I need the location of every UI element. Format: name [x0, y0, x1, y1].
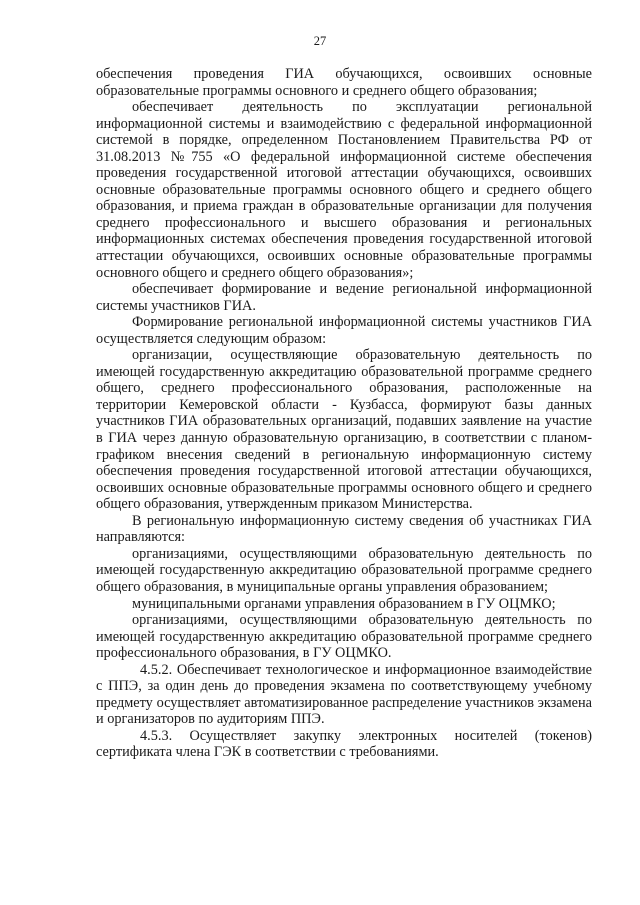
- paragraph: обеспечения проведения ГИА обучающихся, освоивших основные образовательные программы основного и среднего общего образования;: [96, 66, 592, 99]
- paragraph: обеспечивает деятельность по эксплуатации региональной информационной системы и взаимодействию с федеральной информационной системой в порядке, определенном Постановлением Правительства РФ от 31.08.2013 №755 «О федеральной информационной системе обеспечения проведения государственной итоговой аттестации обучающихся, освоивших основные образовательные программы основного общего и среднего общего образования, и приема граждан в образовательные организации для получения среднего профессионального и высшего образования и региональных информационных системах обеспечения проведения государственной итоговой аттестации обучающихся, освоивших основные образовательные программы основного общего и среднего общего образования»;: [96, 99, 592, 281]
- paragraph: 4.5.2. Обеспечивает технологическое и информационное взаимодействие с ППЭ, за один день до проведения экзамена по соответствующему учебному предмету осуществляет автоматизированное распределение участников экзамена и организаторов по аудиториям ППЭ.: [96, 661, 592, 728]
- page-number: 27: [313, 34, 327, 48]
- document-body: [96, 66, 592, 761]
- paragraph: обеспечивает формирование и ведение региональной информационной системы участников ГИА.: [96, 281, 592, 314]
- paragraph: организациями, осуществляющими образовательную деятельность по имеющей государственную аккредитацию образовательной программе среднего общего образования, в муниципальные органы управления образованием;: [96, 545, 592, 595]
- paragraph: Формирование региональной информационной системы участников ГИА осуществляется следующим образом:: [96, 314, 592, 347]
- paragraph: организациями, осуществляющими образовательную деятельность по имеющей государственную аккредитацию образовательной программе среднего профессионального образования, в ГУ ОЦМКО.: [96, 612, 592, 662]
- paragraph: организации, осуществляющие образовательную деятельность по имеющей государственную аккредитацию образовательной программе среднего общего, среднего профессионального образования, расположенные на территории Кемеровской области - Кузбасса, формируют базы данных участников ГИА образовательных организаций, подавших заявление на участие в ГИА через данную образовательную организацию, в соответствии с планом-графиком внесения сведений в региональную информационную систему обеспечения проведения государственной итоговой аттестации обучающихся, освоивших основные образовательные программы основного общего и среднего общего образования, утвержденным приказом Министерства.: [96, 347, 592, 513]
- paragraph: муниципальными органами управления образованием в ГУ ОЦМКО;: [132, 595, 556, 612]
- paragraph: 4.5.3. Осуществляет закупку электронных носителей (токенов) сертификата члена ГЭК в соответствии с требованиями.: [96, 727, 592, 761]
- paragraph: В региональную информационную систему сведения об участниках ГИА направляются:: [96, 512, 592, 546]
